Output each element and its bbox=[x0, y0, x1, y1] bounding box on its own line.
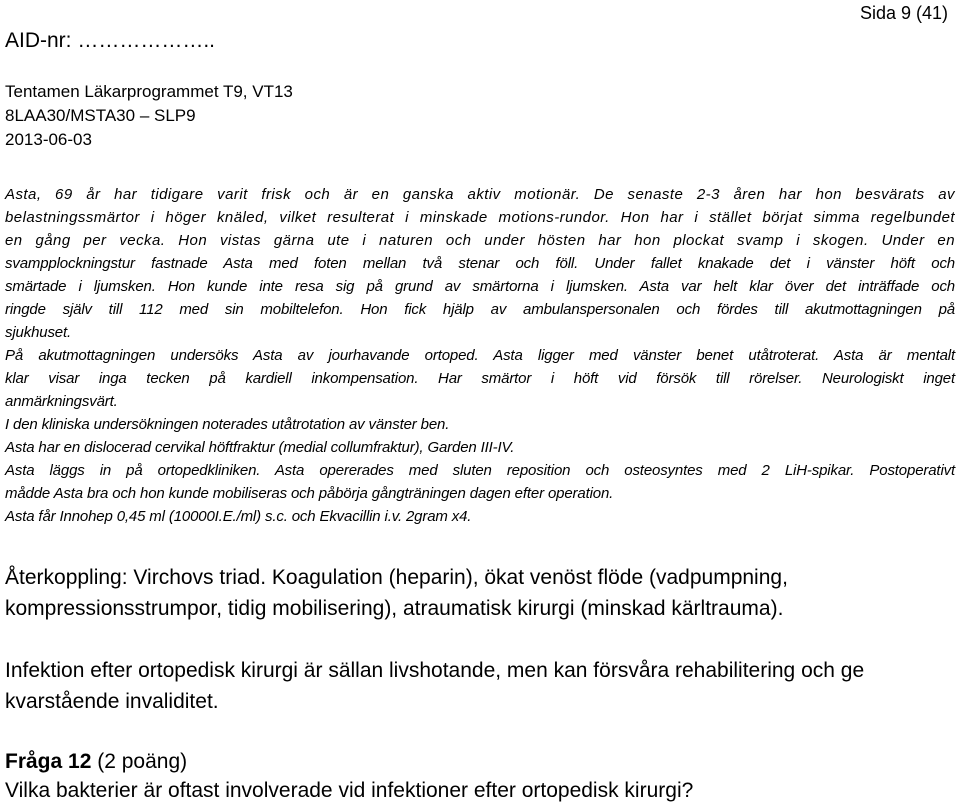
aid-number: AID-nr: ……………….. bbox=[5, 29, 216, 52]
case-line: På akutmottagningen undersöks Asta av jourhavande ortoped. Asta ligger med vänster benet utåtroterat. Asta är mentalt bbox=[5, 347, 955, 364]
case-line: Asta, 69 år har tidigare varit frisk och är en ganska aktiv motionär. De senaste 2-3 åren har hon besvärats av bbox=[5, 186, 955, 203]
case-line: sjukhuset. bbox=[5, 324, 72, 341]
case-line: Asta har en dislocerad cervikal höftfraktur (medial collumfraktur), Garden III-IV. bbox=[5, 439, 515, 456]
case-line: anmärkningsvärt. bbox=[5, 393, 118, 410]
case-line: ringde själv till 112 med sin mobiltelefon. Hon fick hjälp av ambulanspersonalen och fördes till akutmottagningen på bbox=[5, 301, 955, 318]
question-number: Fråga 12 bbox=[5, 750, 92, 773]
question-heading bbox=[5, 748, 187, 775]
case-line: smärtade i ljumsken. Hon kunde inte resa sig på grund av smärtorna i ljumsken. Asta var helt klar över det inträffade och bbox=[5, 278, 955, 295]
exam-date: 2013-06-03 bbox=[5, 130, 92, 149]
course-code: 8LAA30/MSTA30 – SLP9 bbox=[5, 106, 196, 125]
case-line: belastningssmärtor i höger knäled, vilket resulterat i minskade motions-rundor. Hon har i stället börjat simma regelbundet bbox=[5, 209, 955, 226]
case-line: en gång per vecka. Hon vistas gärna ute i naturen och under hösten har hon plockat svamp i skogen. Under en bbox=[5, 232, 955, 249]
question-text: Vilka bakterier är oftast involverade vid infektioner efter ortopedisk kirurgi? bbox=[5, 779, 694, 802]
case-line: klar visar inga tecken på kardiell inkompensation. Har smärtor i höft vid försök till rörelser. Neurologiskt inget bbox=[5, 370, 955, 387]
feedback-paragraph: Återkoppling: Virchovs triad. Koagulation (heparin), ökat venöst flöde (vadpumpning, kompressionsstrumpor, tidig mobilisering), atraumatisk kirurgi (minskad kärltrauma). bbox=[5, 566, 788, 620]
case-line: Asta läggs in på ortopedkliniken. Asta opererades med sluten reposition och osteosyntes med 2 LiH-spikar. Postoperativt bbox=[5, 462, 955, 479]
case-line: svampplockningstur fastnade Asta med foten mellan två stenar och föll. Under fallet knakade det i vänster höft och bbox=[5, 255, 955, 272]
case-line: mådde Asta bra och hon kunde mobiliseras och påbörja gångträningen dagen efter operation. bbox=[5, 485, 614, 502]
exam-title: Tentamen Läkarprogrammet T9, VT13 bbox=[5, 82, 293, 101]
page-number: Sida 9 (41) bbox=[859, 3, 948, 23]
exam-info bbox=[5, 80, 293, 152]
case-description bbox=[5, 183, 955, 528]
infection-paragraph: Infektion efter ortopedisk kirurgi är sällan livshotande, men kan försvåra rehabilitering och ge kvarstående invaliditet. bbox=[5, 659, 865, 713]
case-line: I den kliniska undersökningen noterades utåtrotation av vänster ben. bbox=[5, 416, 450, 433]
case-line: Asta får Innohep 0,45 ml (10000I.E./ml) s.c. och Ekvacillin i.v. 2gram x4. bbox=[5, 508, 472, 525]
question-points: (2 poäng) bbox=[91, 750, 188, 773]
